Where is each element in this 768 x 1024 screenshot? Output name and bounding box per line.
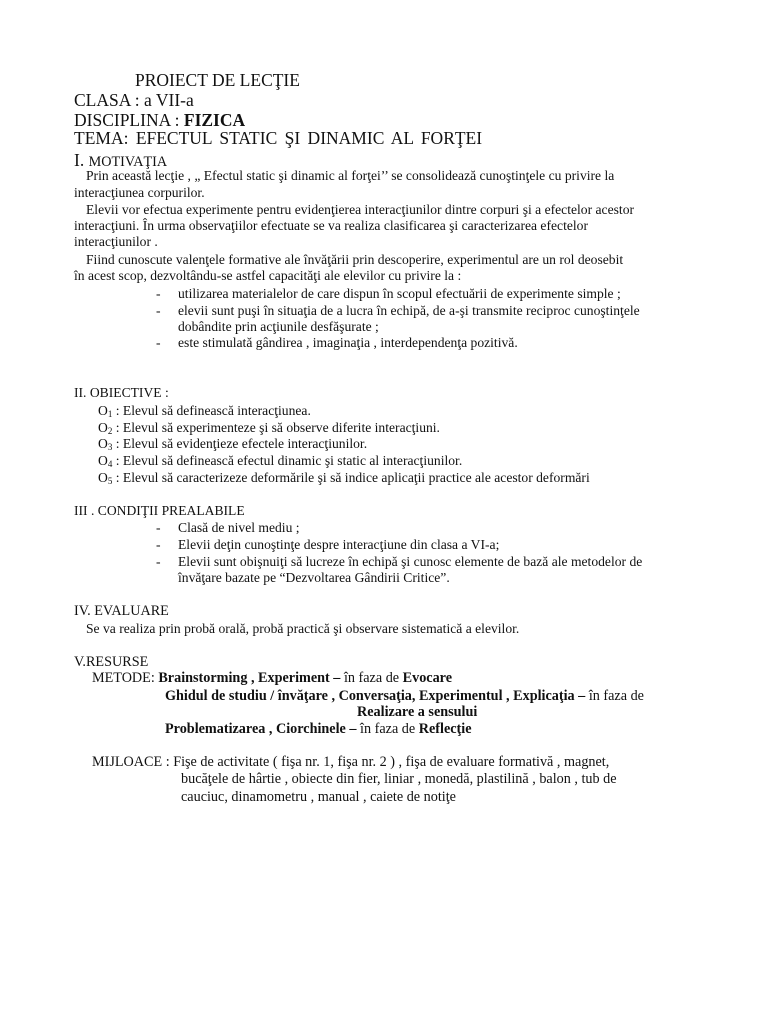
motivatia-heading: [74, 150, 167, 170]
resurse-heading: V.RESURSE: [74, 654, 149, 670]
motivatia-line: Elevii vor efectua experimente pentru evidenţierea interacţiunilor dintre corpuri şi a efectelor acestor: [86, 202, 635, 217]
motivatia-line: Fiind cunoscute valenţele formative ale învăţării prin descoperire, experimentul are un rol deosebit: [86, 252, 624, 267]
metode-phase-prefix: în faza de: [588, 688, 644, 704]
disciplina-value: FIZICA: [183, 110, 246, 130]
motivatia-bullet: dobândite prin acţiunile desfăşurate ;: [178, 319, 379, 334]
motivatia-line: interacţiunea corpurilor.: [74, 185, 205, 200]
mijloace-label: MIJLOACE :: [92, 754, 174, 770]
metode-phase: Realizare a sensului: [357, 704, 478, 720]
metode-item: Ghidul de studiu / învăţare , Conversaţia, Experimentul , Explicaţia –: [165, 688, 589, 704]
motivatia-line: interacţiuni. În urma observaţiilor efectuate se va realiza clasificarea şi caracterizarea efectelor: [74, 218, 588, 233]
bullet-dash: -: [156, 554, 161, 569]
conditii-bullet: Clasă de nivel mediu ;: [178, 520, 300, 535]
clasa-label: CLASA :: [74, 90, 145, 110]
motivatia-line: Prin această lecţie , „ Efectul static şi dinamic al forţei’’ se consolidează cunoştinţele cu privire la: [86, 168, 615, 183]
motivatia-line: în acest scop, dezvoltându-se astfel capacităţi ale elevilor cu privire la :: [74, 268, 462, 283]
objective-text: : Elevul să caracterizeze deformările şi să indice aplicaţii practice ale acestor deformări: [112, 470, 590, 485]
mijloace-line-1: [92, 754, 609, 770]
mijloace-line: bucăţele de hârtie , obiecte din fier, liniar , monedă, plastilină , balon , tub de: [181, 771, 617, 787]
clasa-value: a VII-a: [144, 90, 194, 110]
objective-text: : Elevul să definească interacţiunea.: [112, 403, 311, 418]
objective-index: 3: [107, 442, 113, 452]
objective-label: O: [98, 453, 108, 468]
disciplina-label: DISCIPLINA :: [74, 110, 184, 130]
motivatia-heading-num: I.: [74, 150, 89, 170]
objective-text: : Elevul să evidenţieze efectele interacţiunilor.: [112, 436, 368, 451]
metode-phase: Reflecţie: [418, 721, 472, 737]
metode-phase: Evocare: [402, 670, 453, 686]
mijloace-text: Fişe de activitate ( fişa nr. 1, fişa nr. 2 ) , fişa de evaluare formativă , magnet,: [173, 754, 610, 770]
metode-phase-prefix: în faza de: [360, 721, 419, 737]
objective-index: 2: [107, 426, 113, 436]
objective-text: : Elevul să experimenteze şi să observe diferite interacţiuni.: [112, 420, 440, 435]
motivatia-bullet: este stimulată gândirea , imaginaţia , interdependenţa pozitivă.: [178, 335, 518, 350]
objective-label: O: [98, 436, 108, 451]
metode-line-3: [165, 721, 472, 737]
motivatia-bullet: utilizarea materialelor de care dispun în scopul efectuării de experimente simple ;: [178, 286, 621, 301]
bullet-dash: -: [156, 520, 161, 535]
metode-line-1: [92, 670, 452, 686]
clasa-line: [74, 90, 194, 110]
bullet-dash: -: [156, 303, 161, 318]
conditii-bullet: Elevii sunt obişnuiţi să lucreze în echipă şi cunosc elemente de bază ale metodelor de: [178, 554, 643, 569]
objective-index: 5: [107, 476, 113, 486]
objective-text: : Elevul să definească efectul dinamic şi static al interacţiunilor.: [112, 453, 463, 468]
disciplina-line: [74, 110, 245, 130]
metode-phase-prefix: în faza de: [343, 670, 403, 686]
obiective-heading: II. OBIECTIVE :: [74, 385, 169, 400]
bullet-dash: -: [156, 335, 161, 350]
evaluare-heading: IV. EVALUARE: [74, 603, 169, 619]
motivatia-heading-text: MOTIVAŢIA: [88, 154, 168, 170]
metode-line-2: [165, 688, 644, 704]
objective-label: O: [98, 470, 108, 485]
objective-label: O: [98, 420, 108, 435]
metode-item: Problematizarea , Ciorchinele –: [165, 721, 361, 737]
objective-label: O: [98, 403, 108, 418]
metode-label: METODE:: [92, 670, 159, 686]
metode-phase-line: [357, 704, 477, 720]
conditii-bullet: învăţare bazate pe “Dezvoltarea Gândirii Critice”.: [178, 570, 450, 585]
bullet-dash: -: [156, 537, 161, 552]
bullet-dash: -: [156, 286, 161, 301]
tema-line: TEMA: EFECTUL STATIC ŞI DINAMIC AL FORŢEI: [74, 128, 483, 148]
evaluare-text: Se va realiza prin probă orală, probă practică şi observare sistematică a elevilor.: [86, 621, 520, 636]
objective-item: [98, 470, 590, 489]
motivatia-line: interacţiunilor .: [74, 234, 158, 249]
conditii-bullet: Elevii deţin cunoştinţe despre interacţiune din clasa a VI-a;: [178, 537, 500, 552]
metode-item: Brainstorming , Experiment –: [158, 670, 344, 686]
mijloace-line: cauciuc, dinamometru , manual , caiete de notiţe: [181, 789, 456, 805]
motivatia-bullet: elevii sunt puşi în situaţia de a lucra în echipă, de a-şi transmite reciproc cunoştinţele: [178, 303, 640, 318]
objective-index: 4: [107, 459, 113, 469]
objective-index: 1: [107, 409, 113, 419]
conditii-heading: III . CONDIŢII PREALABILE: [74, 503, 245, 518]
document-title: PROIECT DE LECŢIE: [135, 70, 300, 90]
